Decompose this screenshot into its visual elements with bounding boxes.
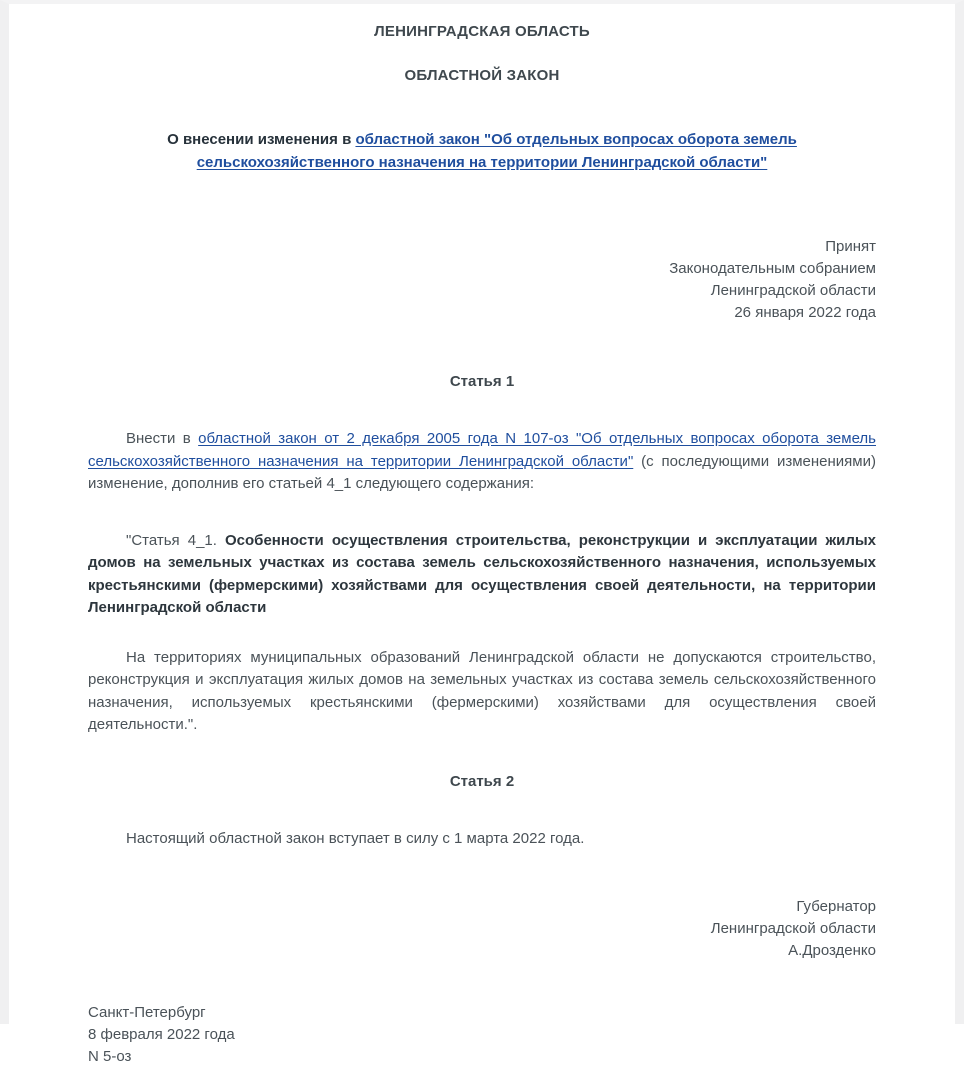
region-header: ЛЕНИНГРАДСКАЯ ОБЛАСТЬ	[88, 23, 876, 40]
document-title-lead: О внесении изменения в	[167, 131, 355, 148]
signature-name: А.Дрозденко	[88, 940, 876, 962]
new-article-body-paragraph: На территориях муниципальных образований Ленинградской области не допускаются строительство, реконструкция и эксплуатация жилых домов на земельных участках из состава земель сельскохозяйственного назначения, используемых крестьянскими (фермерскими) хозяйствами для осуществления своей деятельности.".	[88, 647, 876, 737]
adoption-line-body: Законодательным собранием	[88, 258, 876, 280]
document-title-link-line1[interactable]: областной закон "Об отдельных вопросах оборота земель	[355, 131, 796, 148]
article-1-intro-paragraph	[88, 428, 876, 496]
footer-number: N 5-оз	[88, 1046, 876, 1068]
new-article-label: "Статья 4_1.	[126, 532, 225, 549]
adoption-line-date: 26 января 2022 года	[88, 302, 876, 324]
article-1-reference-link[interactable]: областной закон от 2 декабря 2005 года N 107-оз "Об отдельных вопросах оборота земель сельскохозяйственного назначения на территории Ленинградской области"	[88, 430, 876, 470]
article-2-heading: Статья 2	[88, 773, 876, 790]
article-1-intro-tail: (с последующими изменениями) изменение, дополнив его статьей 4_1 следующего содержания:	[88, 453, 876, 493]
article-1-heading: Статья 1	[88, 373, 876, 390]
document-title-link-line2[interactable]: сельскохозяйственного назначения на территории Ленинградской области"	[197, 154, 768, 171]
new-article-title: Особенности осуществления строительства, реконструкции и эксплуатации жилых домов на земельных участках из состава земель сельскохозяйственного назначения, используемых крестьянскими (фермерскими) хозяйствами для осуществления своей деятельности, на территории Ленинградской области	[88, 532, 876, 617]
signature-block	[88, 896, 876, 962]
article-1-intro-lead: Внести в	[126, 430, 198, 447]
footer-date: 8 февраля 2022 года	[88, 1024, 876, 1046]
signature-position: Губернатор	[88, 896, 876, 918]
signature-region: Ленинградской области	[88, 918, 876, 940]
adoption-line-accepted: Принят	[88, 236, 876, 258]
article-2-body-paragraph: Настоящий областной закон вступает в силу с 1 марта 2022 года.	[88, 828, 876, 851]
document-type-header: ОБЛАСТНОЙ ЗАКОН	[88, 67, 876, 84]
document-title	[88, 128, 876, 174]
document-footer	[88, 1002, 876, 1068]
adoption-block	[88, 236, 876, 324]
adoption-line-region: Ленинградской области	[88, 280, 876, 302]
footer-city: Санкт-Петербург	[88, 1002, 876, 1024]
new-article-heading-paragraph	[88, 530, 876, 620]
